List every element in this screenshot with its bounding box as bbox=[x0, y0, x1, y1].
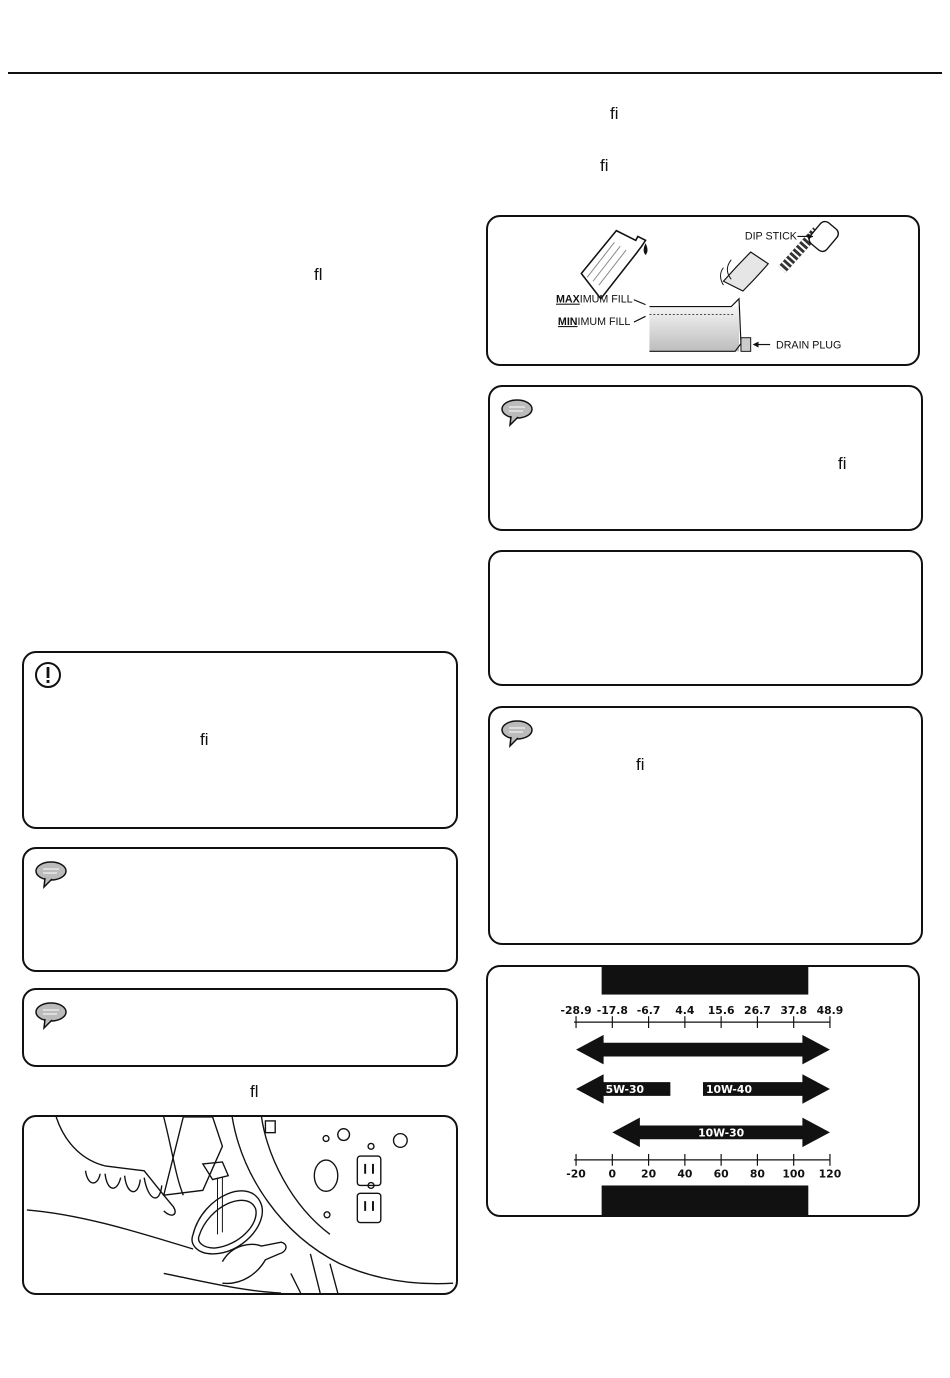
note-box bbox=[22, 847, 458, 972]
ligature-fi: ﬁ bbox=[636, 755, 645, 774]
note-box bbox=[488, 385, 923, 531]
celsius-tick-label: 26.7 bbox=[744, 1004, 771, 1018]
min-suffix: IMUM FILL bbox=[577, 316, 631, 329]
oil-grade-label: 10W-30 bbox=[698, 1126, 745, 1140]
fahrenheit-tick-label: 20 bbox=[641, 1167, 657, 1181]
oil-tank-icon bbox=[649, 299, 750, 352]
fahrenheit-tick-label: -20 bbox=[566, 1167, 586, 1181]
svg-text:MINIMUM FILL bbox=[558, 316, 630, 328]
viscosity-chart-svg bbox=[488, 967, 918, 1215]
svg-text:MAXIMUM FILL bbox=[556, 294, 633, 306]
ligature-fi: ﬁ bbox=[838, 454, 847, 473]
filling-oil-illustration bbox=[24, 1117, 456, 1293]
fahrenheit-tick-label: 0 bbox=[608, 1167, 617, 1181]
speech-bubble-icon bbox=[500, 397, 534, 427]
oil-grade-label: 10W-40 bbox=[705, 1082, 752, 1096]
max-prefix: MAX bbox=[556, 293, 580, 306]
ligature-fl: ﬂ bbox=[250, 1082, 259, 1101]
speech-bubble-icon bbox=[34, 1000, 68, 1030]
celsius-tick-label: -28.9 bbox=[560, 1004, 592, 1018]
celsius-tick-label: 48.9 bbox=[816, 1004, 844, 1018]
celsius-tick-label: 37.8 bbox=[780, 1004, 808, 1018]
chart-header-bar bbox=[602, 967, 809, 995]
ligature-fl: ﬂ bbox=[314, 265, 323, 284]
oil-bottle-icon bbox=[581, 231, 647, 299]
header-rule bbox=[8, 72, 942, 74]
ligature-fi: ﬁ bbox=[200, 730, 209, 749]
celsius-tick-label: 15.6 bbox=[707, 1004, 735, 1018]
celsius-tick-label: -17.8 bbox=[596, 1004, 628, 1018]
celsius-tick-label: -6.7 bbox=[636, 1004, 661, 1018]
dip-stick-icon bbox=[782, 219, 841, 269]
oil-fill-illustration bbox=[22, 1115, 458, 1295]
max-suffix: IMUM FILL bbox=[579, 293, 633, 306]
dipstick-illustration bbox=[488, 217, 918, 364]
drain-plug-label: DRAIN PLUG bbox=[776, 339, 842, 352]
note-box bbox=[22, 988, 458, 1067]
warning-box bbox=[22, 651, 458, 829]
celsius-tick-label: 4.4 bbox=[675, 1004, 695, 1018]
fahrenheit-tick-label: 40 bbox=[677, 1167, 693, 1181]
speech-bubble-icon bbox=[34, 859, 68, 889]
speech-bubble-icon bbox=[500, 718, 534, 748]
ligature-fi: ﬁ bbox=[610, 104, 619, 123]
note-box bbox=[488, 706, 923, 945]
text-box bbox=[488, 550, 923, 686]
fahrenheit-tick-label: 120 bbox=[818, 1167, 842, 1181]
viscosity-range-arrow bbox=[576, 1035, 830, 1065]
oil-viscosity-chart bbox=[486, 965, 920, 1217]
fahrenheit-tick-label: 100 bbox=[782, 1167, 805, 1181]
chart-footer-bar bbox=[602, 1185, 809, 1215]
oil-grade-label: 5W-30 bbox=[605, 1082, 645, 1096]
dipstick-diagram bbox=[486, 215, 920, 366]
fahrenheit-tick-label: 60 bbox=[713, 1167, 729, 1181]
min-prefix: MIN bbox=[557, 316, 578, 329]
ligature-fi: ﬁ bbox=[600, 156, 609, 175]
dip-stick-label: DIP STICK bbox=[744, 230, 797, 243]
warning-icon bbox=[34, 661, 62, 689]
fahrenheit-tick-label: 80 bbox=[749, 1167, 765, 1181]
